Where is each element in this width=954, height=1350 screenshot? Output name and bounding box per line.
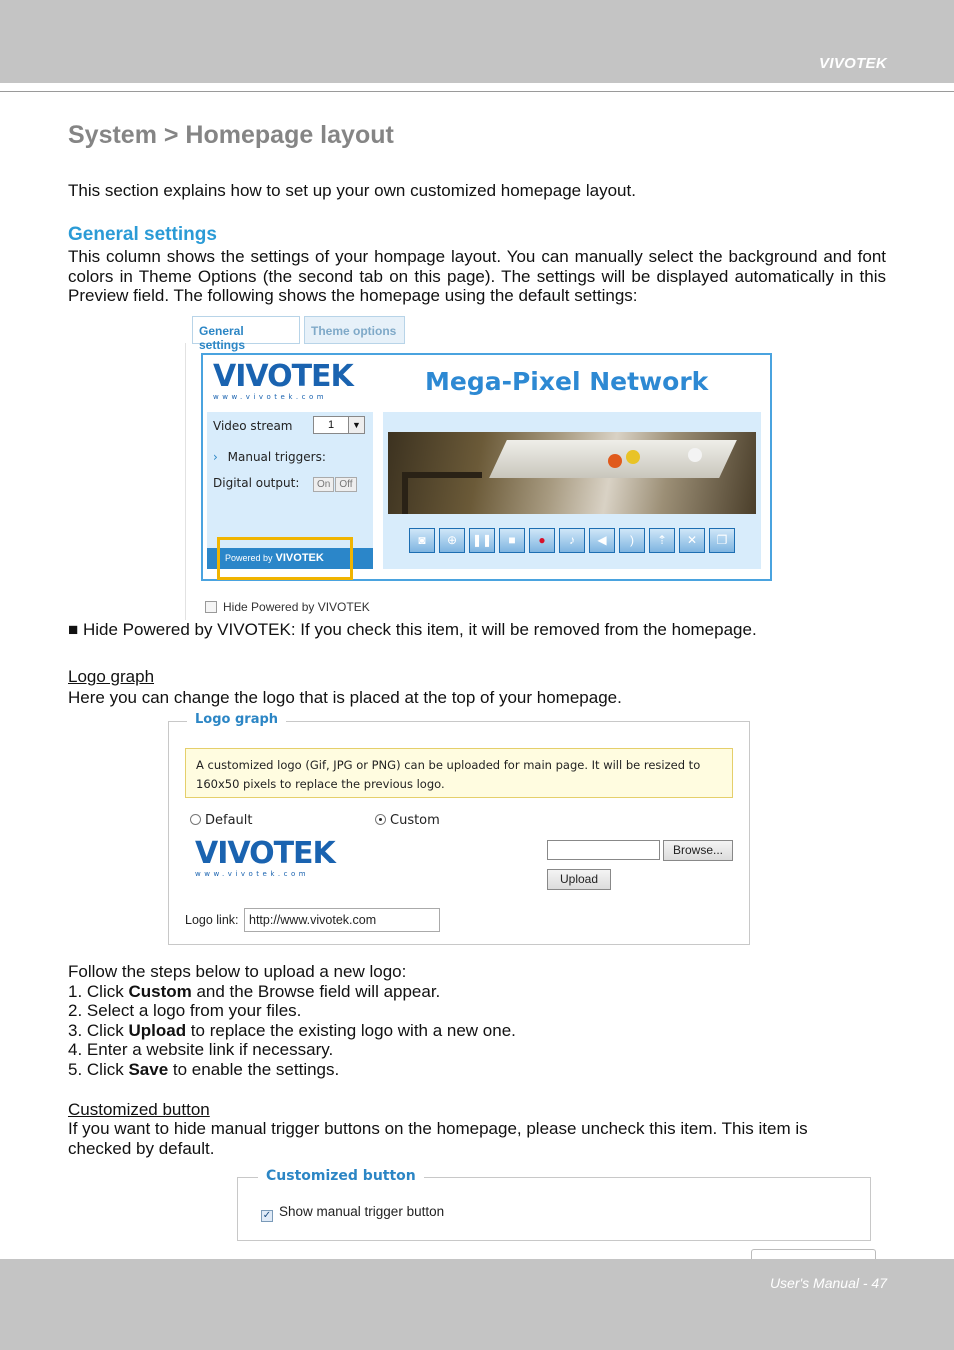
mic-icon[interactable]: ♪ [559, 528, 585, 553]
radio-custom-icon[interactable] [375, 814, 386, 825]
hide-powered-text: ■ Hide Powered by VIVOTEK: If you check this item, it will be removed from the homepage. [68, 620, 757, 639]
upload-icon[interactable]: ⇡ [649, 528, 675, 553]
powered-by-brand: VIVOTEK [275, 552, 324, 564]
step-item: 1. Click Custom and the Browse field will appear. [68, 981, 441, 1001]
intro-text: This section explains how to set up your own customized homepage layout. [68, 181, 636, 200]
customized-button-heading: Customized button [68, 1100, 210, 1119]
chevron-down-icon: ▼ [348, 417, 364, 433]
logo-link-input[interactable]: http://www.vivotek.com [244, 908, 440, 932]
customized-button-text: If you want to hide manual trigger buttons on the homepage, please uncheck this item. This item is checked by default. [68, 1119, 808, 1158]
customized-button-panel [237, 1168, 871, 1241]
page-title: System > Homepage layout [68, 121, 394, 149]
zoom-icon[interactable]: ⊕ [439, 528, 465, 553]
tab-theme-options[interactable]: Theme options [304, 316, 405, 344]
general-settings-heading: General settings [68, 224, 217, 245]
fullscreen-icon[interactable]: ❐ [709, 528, 735, 553]
logo-graph-legend: Logo graph [187, 712, 286, 727]
highlight-box [217, 537, 353, 580]
logo-graph-heading: Logo graph [68, 667, 155, 686]
logo-link-label: Logo link: [185, 913, 239, 927]
steps-intro: Follow the steps below to upload a new logo: [68, 962, 407, 981]
browse-button[interactable]: Browse... [663, 840, 733, 861]
logo-file-input[interactable] [547, 840, 660, 860]
hide-powered-checkbox-row[interactable]: Hide Powered by VIVOTEK [205, 600, 370, 614]
powered-by-text: Powered by [225, 553, 273, 563]
page-number: User's Manual - 47 [769, 1275, 887, 1291]
hide-powered-checkbox[interactable] [205, 601, 217, 613]
homepage-preview [201, 353, 772, 581]
speaker-icon[interactable]: ◀ [589, 528, 615, 553]
homepage-title: Mega-Pixel Network [425, 367, 709, 396]
chevron-right-icon: › [213, 450, 218, 464]
step-item: 2. Select a logo from your files. [68, 1001, 302, 1020]
step-item: 4. Enter a website link if necessary. [68, 1040, 334, 1059]
logo-graph-panel [168, 712, 750, 945]
logo-notice: A customized logo (Gif, JPG or PNG) can be uploaded for main page. It will be resized to 160x50 pixels to replace the previous logo. [185, 748, 733, 798]
radio-default[interactable]: Default [190, 813, 253, 828]
step-item: 5. Click Save to enable the settings. [68, 1059, 340, 1079]
radio-custom[interactable]: Custom [375, 813, 440, 828]
video-stream-label: Video stream [213, 419, 293, 433]
default-logo-image: VIVOTEK www.vivotek.com [195, 836, 335, 878]
snapshot-icon[interactable]: ◙ [409, 528, 435, 553]
header-divider [0, 91, 954, 92]
vivotek-logo: VIVOTEK www.vivotek.com [213, 359, 353, 401]
general-settings-text: This column shows the settings of your hompage layout. You can manually select the background and font colors in Theme Options (the second tab on this page). The settings will be displayed automatically in this Preview field. The following shows the homepage using the default settings: [68, 247, 886, 305]
show-trigger-checkbox-row[interactable]: ✓ Show manual trigger button [262, 1204, 445, 1221]
logo-graph-text: Here you can change the logo that is placed at the top of your homepage. [68, 688, 622, 707]
manual-triggers-toggle[interactable]: › Manual triggers: [213, 450, 326, 464]
digital-output-buttons [313, 477, 358, 492]
radio-default-icon[interactable] [190, 814, 201, 825]
customized-button-legend: Customized button [258, 1168, 424, 1184]
volume-icon[interactable]: ) [619, 528, 645, 553]
off-button[interactable]: Off [335, 477, 356, 492]
step-item: 3. Click Upload to replace the existing logo with a new one. [68, 1020, 516, 1040]
on-button[interactable]: On [313, 477, 334, 492]
record-icon[interactable]: ● [529, 528, 555, 553]
footer-bar [0, 1259, 954, 1350]
stop-icon[interactable]: ■ [499, 528, 525, 553]
upload-button[interactable]: Upload [547, 869, 611, 890]
steps-list [68, 962, 516, 1079]
video-stream-select[interactable]: 1 ▼ [313, 416, 365, 434]
mute-icon[interactable]: ✕ [679, 528, 705, 553]
cropped-button-edge [751, 1249, 876, 1259]
tab-general-settings[interactable]: General settings [192, 316, 300, 344]
video-stream-image [388, 432, 756, 514]
homepage-preview-figure [185, 312, 778, 620]
pause-icon[interactable]: ❚❚ [469, 528, 495, 553]
video-panel [383, 412, 761, 569]
show-trigger-checkbox[interactable]: ✓ [262, 1210, 272, 1221]
header-brand: VIVOTEK [819, 55, 887, 72]
digital-output-label: Digital output: [213, 476, 300, 490]
header-bar [0, 0, 954, 83]
